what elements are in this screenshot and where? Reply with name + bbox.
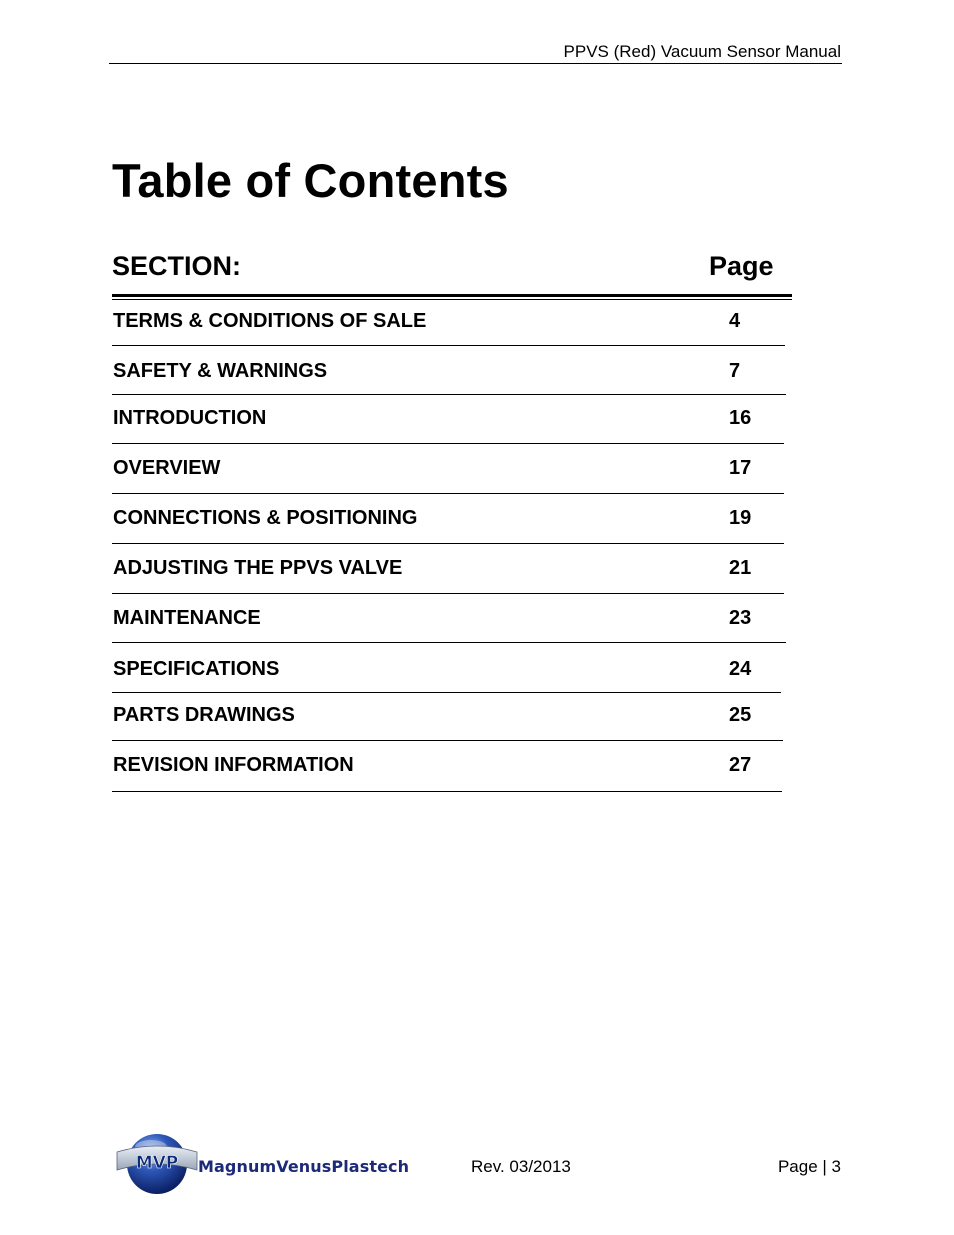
toc-entry-label: CONNECTIONS & POSITIONING <box>113 507 418 529</box>
toc-entry-page: 25 <box>729 704 752 726</box>
revision-label: Rev. 03/2013 <box>471 1157 571 1176</box>
page-title: Table of Contents <box>112 154 509 207</box>
toc-entry-label: PARTS DRAWINGS <box>113 704 295 726</box>
toc-divider <box>112 345 785 346</box>
toc-entry-page: 17 <box>729 457 752 479</box>
section-column-heading: SECTION: <box>112 251 242 281</box>
toc-divider <box>112 493 784 494</box>
toc-divider <box>112 443 784 444</box>
toc-entry-label: MAINTENANCE <box>113 607 261 629</box>
page-number: Page | 3 <box>777 1157 841 1176</box>
toc-divider <box>112 543 784 544</box>
toc-divider <box>112 740 783 741</box>
header-rule <box>109 63 842 64</box>
heading-rule-thick <box>112 294 792 297</box>
toc-entry-label: OVERVIEW <box>113 457 221 479</box>
toc-entry-page: 23 <box>729 607 752 629</box>
toc-entry-label: SAFETY & WARNINGS <box>113 360 328 382</box>
toc-divider <box>112 791 782 792</box>
toc-divider <box>112 642 786 643</box>
running-header: PPVS (Red) Vacuum Sensor Manual <box>563 42 841 61</box>
toc-entry-label: TERMS & CONDITIONS OF SALE <box>113 310 427 332</box>
toc-divider <box>112 394 786 395</box>
toc-entry-page: 16 <box>729 407 752 429</box>
toc-entry-page: 7 <box>729 360 741 382</box>
toc-entry-page: 24 <box>729 658 752 680</box>
globe-logo-icon <box>113 1130 203 1196</box>
toc-divider <box>112 692 781 693</box>
toc-entry-page: 4 <box>729 310 741 332</box>
toc-entry-page: 19 <box>729 507 752 529</box>
company-brand-name: MagnumVenusPlastech <box>198 1157 410 1176</box>
toc-entry-label: REVISION INFORMATION <box>113 754 354 776</box>
toc-divider <box>112 593 784 594</box>
toc-entry-label: INTRODUCTION <box>113 407 267 429</box>
logo-initials: MVP <box>135 1153 179 1173</box>
page-column-heading: Page <box>709 251 774 281</box>
toc-entry-label: ADJUSTING THE PPVS VALVE <box>113 557 403 579</box>
toc-entry-page: 21 <box>729 557 752 579</box>
toc-entry-label: SPECIFICATIONS <box>113 658 280 680</box>
toc-entry-page: 27 <box>729 754 752 776</box>
heading-rule-thin <box>112 299 792 300</box>
